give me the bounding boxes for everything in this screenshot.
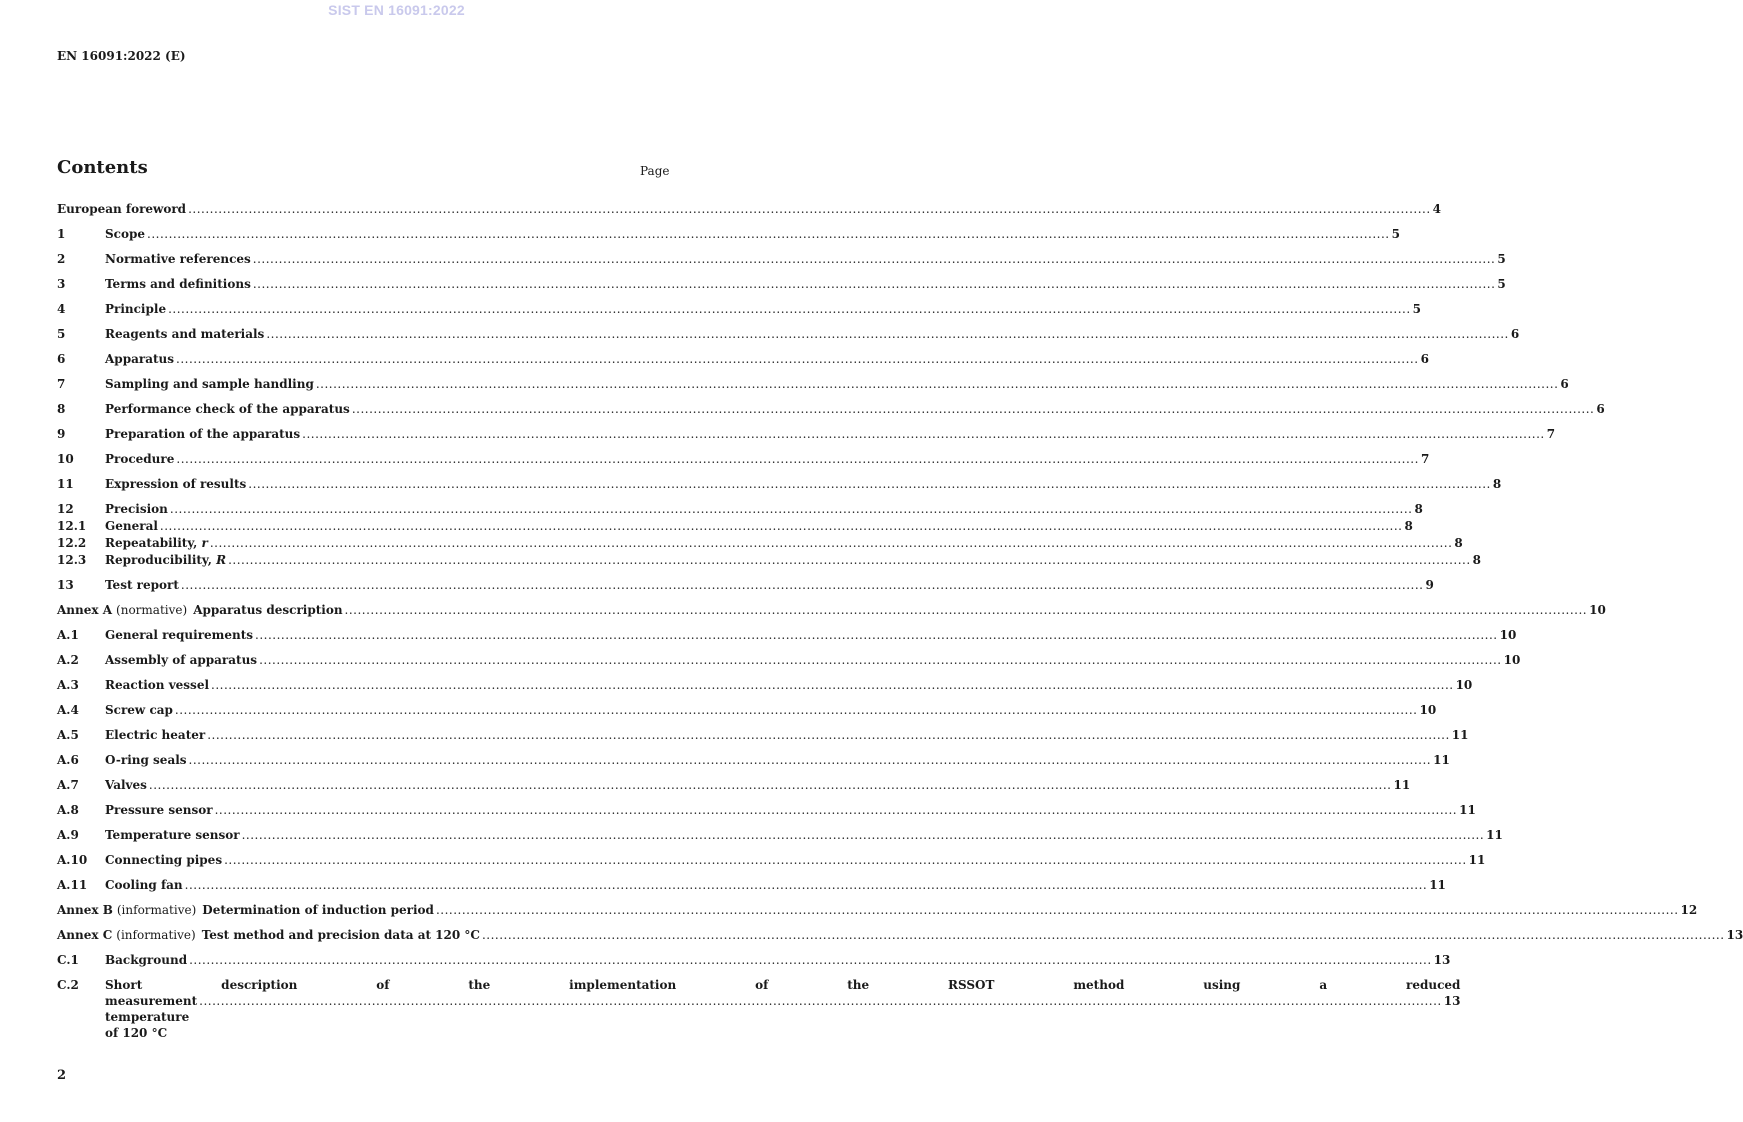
toc-entry-title: General (105, 519, 158, 533)
dot-leader (181, 577, 1424, 593)
toc-entry-title: Reagents and materials (105, 327, 265, 341)
dot-leader (242, 827, 1485, 843)
toc-entry-number: 10 (57, 452, 74, 466)
toc-entry-title-text: Repeatability, (105, 536, 202, 550)
annex-prefix: Annex B (57, 903, 113, 917)
toc-entry[interactable] (57, 535, 1463, 551)
toc-entry-title (105, 552, 226, 568)
toc-entry[interactable] (57, 827, 1503, 843)
dot-leader (188, 201, 1431, 217)
toc-entry[interactable] (57, 501, 1423, 517)
dot-leader (255, 627, 1498, 643)
toc-entry-page: 10 (1499, 628, 1517, 642)
toc-entry[interactable] (57, 251, 1506, 267)
page-number: 2 (57, 1068, 67, 1083)
toc-entry[interactable] (57, 727, 1469, 743)
toc-entry[interactable] (57, 877, 1446, 893)
dot-leader (168, 301, 1411, 317)
toc-entry-page: 13 (1433, 953, 1451, 967)
toc-entry[interactable] (57, 627, 1517, 643)
toc-entry[interactable] (57, 952, 1451, 968)
toc-entry-title-line-2: measurement temperature of 120 °C (105, 994, 198, 1040)
toc-entry-number: 5 (57, 327, 66, 341)
toc-entry-page: 11 (1393, 778, 1411, 792)
toc-entry[interactable] (57, 351, 1429, 367)
dot-leader (199, 993, 1442, 1009)
dot-leader (352, 401, 1595, 417)
toc-entry-page: 11 (1468, 853, 1486, 867)
toc-entry-page: 6 (1420, 352, 1429, 366)
dot-leader (149, 777, 1392, 793)
toc-entry-foreword[interactable] (57, 201, 1441, 217)
toc-entry-number: C.1 (57, 953, 79, 967)
toc-entry[interactable] (57, 552, 1481, 568)
toc-entry-symbol: R (216, 553, 227, 567)
toc-entry-page: 13 (1443, 994, 1461, 1008)
toc-entry-page: 11 (1433, 753, 1450, 767)
toc-entry-page: 5 (1497, 252, 1506, 266)
toc-entry-title (105, 535, 208, 551)
toc-entry-page: 8 (1454, 536, 1463, 550)
toc-entry-title: Screw cap (105, 703, 173, 717)
toc-entry[interactable] (57, 677, 1473, 693)
toc-entry-page: 8 (1404, 519, 1413, 533)
toc-entry-page: 5 (1391, 227, 1400, 241)
toc-entry-page: 11 (1451, 728, 1469, 742)
dot-leader (482, 927, 1725, 943)
toc-entry-number: A.1 (57, 628, 79, 642)
toc-entry-title: Reaction vessel (105, 678, 210, 692)
toc-entry-symbol: r (201, 536, 208, 550)
toc-entry-number: C.2 (57, 978, 79, 992)
dot-leader (160, 518, 1403, 534)
toc-entry-number: A.9 (57, 828, 79, 842)
toc-entry-title: Scope (105, 227, 146, 241)
toc-entry-title: Terms and definitions (105, 277, 251, 291)
toc-entry[interactable] (57, 276, 1506, 292)
toc-entry-page: 5 (1497, 277, 1506, 291)
document-id: EN 16091:2022 (E) (57, 49, 186, 63)
toc-entry[interactable] (57, 426, 1556, 442)
contents-title: Contents (57, 157, 148, 178)
toc-entry-title-line-2-row (105, 993, 1460, 1041)
toc-entry-page: 11 (1429, 878, 1446, 892)
toc-entry-title: Temperature sensor (105, 828, 240, 842)
toc-entry-title: Connecting pipes (105, 853, 223, 867)
toc-entry[interactable] (57, 326, 1520, 342)
toc-entry-title: European foreword (57, 202, 187, 216)
dot-leader (185, 877, 1428, 893)
toc-entry-title: Test report (105, 578, 179, 592)
toc-entry-number: A.11 (57, 878, 88, 892)
toc-entry-number: 8 (57, 402, 66, 416)
toc-entry-title: Pressure sensor (105, 803, 213, 817)
annex-title: Determination of induction period (202, 903, 434, 917)
dot-leader (147, 226, 1390, 242)
dot-leader (176, 451, 1419, 467)
dot-leader (248, 476, 1491, 492)
toc-entry-title-block (105, 977, 1460, 1041)
toc-entry-title: Normative references (105, 252, 251, 266)
page-column-label: Page (640, 164, 670, 178)
toc-entry-title: Expression of results (105, 477, 247, 491)
toc-entry-title: Procedure (105, 452, 175, 466)
dot-leader (436, 902, 1679, 918)
toc-entry-page: 6 (1560, 377, 1569, 391)
toc-entry-number: 11 (57, 477, 74, 491)
toc-entry-page: 6 (1510, 327, 1520, 341)
dot-leader (211, 677, 1454, 693)
toc-entry-number: 7 (57, 377, 66, 391)
toc-entry-number: 12 (57, 502, 74, 516)
toc-entry-page: 10 (1503, 653, 1521, 667)
toc-entry-number: 2 (57, 252, 66, 266)
toc-entry-number: 6 (57, 352, 66, 366)
dot-leader (189, 952, 1432, 968)
toc-entry-title: Precision (105, 502, 168, 516)
toc-entry-number: 13 (57, 578, 74, 592)
annex-kind: (informative) (116, 928, 196, 942)
dot-leader (176, 351, 1419, 367)
toc-entry-title: Sampling and sample handling (105, 377, 314, 391)
toc-entry-number: 12.1 (57, 519, 87, 533)
toc-entry[interactable] (57, 451, 1430, 467)
toc-entry[interactable] (57, 777, 1411, 793)
dot-leader (345, 602, 1588, 618)
toc-entry-number: A.4 (57, 703, 79, 717)
dot-leader (253, 251, 1496, 267)
toc-entry[interactable] (57, 577, 1434, 593)
annex-prefix: Annex C (57, 928, 113, 942)
toc-entry[interactable] (57, 476, 1502, 492)
toc-entry-page: 5 (1412, 302, 1421, 316)
toc-entry-title: O-ring seals (105, 753, 187, 767)
toc-entry-page: 13 (1726, 928, 1743, 942)
toc-entry-title: Valves (105, 778, 147, 792)
dot-leader (253, 276, 1496, 292)
dot-leader (210, 535, 1453, 551)
toc-entry-number: A.3 (57, 678, 79, 692)
toc-entry-page: 7 (1546, 427, 1556, 441)
dot-leader (207, 727, 1450, 743)
toc-entry-page: 9 (1425, 578, 1434, 592)
toc-entry-number: 12.2 (57, 536, 87, 550)
toc-entry-number: 1 (57, 227, 66, 241)
dot-leader (224, 852, 1467, 868)
toc-entry-number: A.10 (57, 853, 88, 867)
toc-entry-page: 6 (1596, 402, 1605, 416)
toc-entry-page: 7 (1420, 452, 1430, 466)
toc-entry-title: Background (105, 953, 188, 967)
toc-entry[interactable] (57, 376, 1569, 392)
toc-entry-page: 11 (1486, 828, 1503, 842)
watermark: SIST EN 16091:2022 (328, 2, 465, 18)
toc-entry[interactable] (57, 752, 1450, 768)
toc-entry-page: 8 (1414, 502, 1423, 516)
toc-entry-annex-b[interactable] (57, 902, 1698, 918)
annex-title: Test method and precision data at 120 °C (201, 928, 480, 942)
annex-kind: (informative) (116, 903, 197, 917)
toc-entry-page: 10 (1455, 678, 1473, 692)
dot-leader (175, 702, 1418, 718)
toc-entry-title: Preparation of the apparatus (105, 427, 301, 441)
toc-entry-title-line-1: Short description of the implementation of the RSSOT method using a reduced (105, 978, 1461, 992)
toc-entry-title: Apparatus (105, 352, 174, 366)
toc-entry-number: A.5 (57, 728, 79, 742)
toc-entry-title: General requirements (105, 628, 254, 642)
toc-entry[interactable] (57, 401, 1605, 417)
dot-leader (228, 552, 1471, 568)
dot-leader (170, 501, 1413, 517)
toc-entry[interactable] (57, 702, 1437, 718)
toc-entry-annex-a[interactable] (57, 602, 1606, 618)
toc-entry-title: Performance check of the apparatus (105, 402, 350, 416)
toc-entry-c2[interactable] (57, 977, 1461, 1041)
toc-entry-page: 8 (1492, 477, 1502, 491)
toc-entry-number: 12.3 (57, 553, 87, 567)
toc-entry-number: 9 (57, 427, 66, 441)
toc-entry-title: Cooling fan (105, 878, 183, 892)
dot-leader (316, 376, 1559, 392)
toc-entry-page: 8 (1472, 553, 1481, 567)
dot-leader (189, 752, 1432, 768)
dot-leader (215, 802, 1458, 818)
table-of-contents (57, 201, 1743, 1041)
toc-entry-number: 3 (57, 277, 66, 291)
toc-entry-title-text: Reproducibility, (105, 553, 217, 567)
toc-entry[interactable] (57, 226, 1400, 242)
toc-entry-number: A.8 (57, 803, 79, 817)
annex-kind: (normative) (116, 603, 188, 617)
dot-leader (266, 326, 1509, 342)
toc-entry[interactable] (57, 802, 1476, 818)
toc-entry-number: A.7 (57, 778, 79, 792)
toc-entry-number: A.2 (57, 653, 79, 667)
toc-entry-title: Electric heater (105, 728, 206, 742)
toc-entry-number: 4 (57, 302, 66, 316)
toc-entry-title: Principle (105, 302, 167, 316)
toc-entry-page: 12 (1680, 903, 1698, 917)
toc-entry-title: Assembly of apparatus (105, 653, 258, 667)
toc-entry-page: 4 (1432, 202, 1441, 216)
toc-entry-number: A.6 (57, 753, 79, 767)
annex-prefix: Annex A (57, 603, 113, 617)
toc-entry-page: 11 (1459, 803, 1476, 817)
toc-entry-page: 10 (1589, 603, 1606, 617)
toc-entry-annex-c[interactable] (57, 927, 1743, 943)
toc-entry-page: 10 (1419, 703, 1437, 717)
toc-entry[interactable] (57, 652, 1521, 668)
toc-entry[interactable] (57, 301, 1421, 317)
annex-title: Apparatus description (193, 603, 343, 617)
dot-leader (259, 652, 1502, 668)
toc-entry[interactable] (57, 852, 1486, 868)
toc-entry[interactable] (57, 518, 1413, 534)
dot-leader (302, 426, 1545, 442)
